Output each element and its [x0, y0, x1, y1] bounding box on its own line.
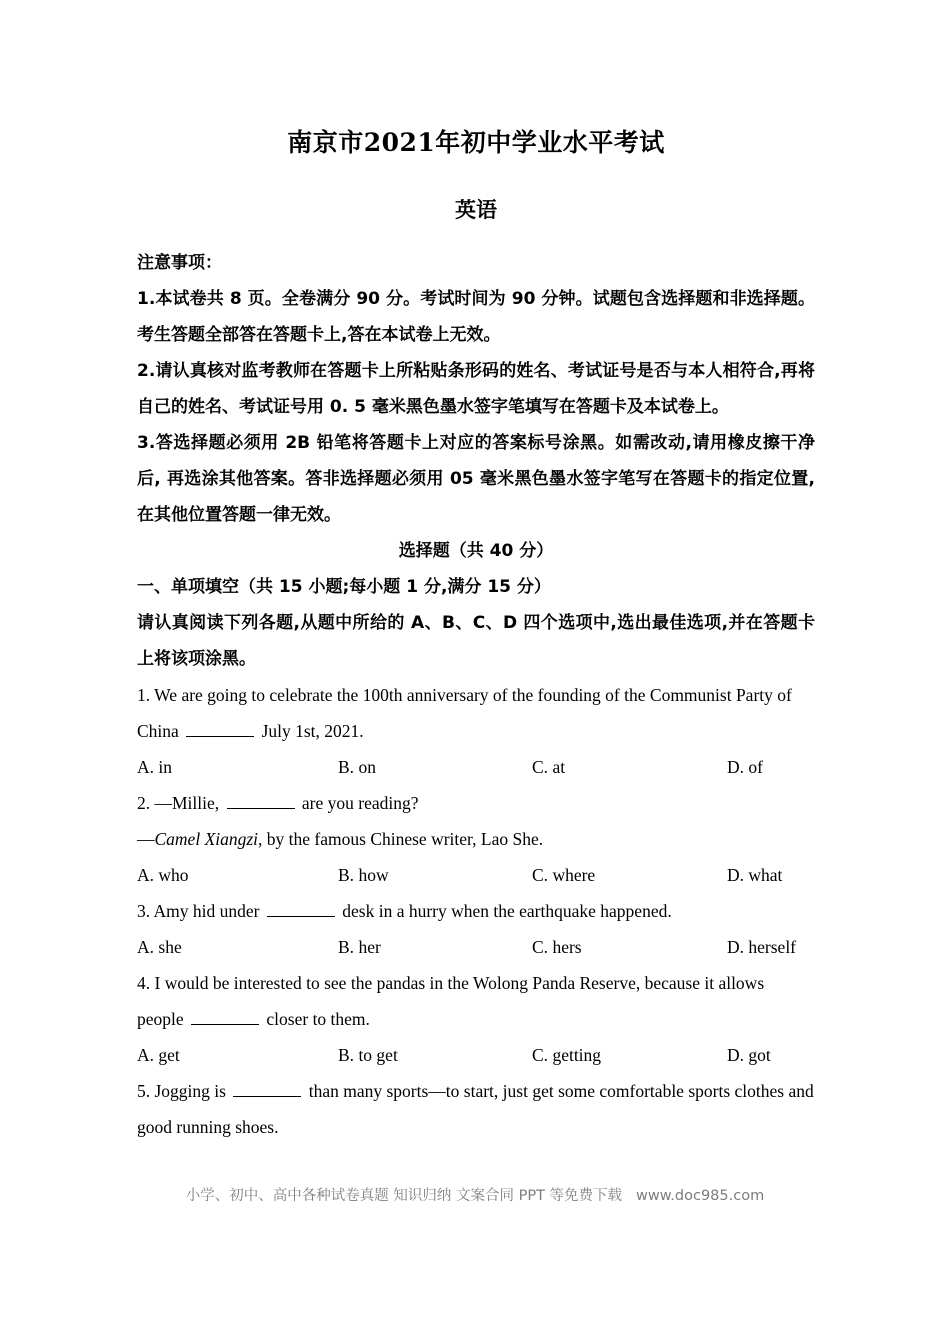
question-3-stem-b: desk in a hurry when the earthquake happened. [337, 901, 672, 921]
option-c-text: hers [552, 937, 582, 957]
answer-blank[interactable] [186, 723, 254, 737]
option-a-text: she [158, 937, 182, 957]
option-c-text: getting [552, 1045, 602, 1065]
option-c[interactable] [532, 857, 595, 893]
option-c[interactable] [532, 1037, 601, 1073]
option-a[interactable] [137, 929, 182, 965]
question-2-reply-post: , by the famous Chinese writer, Lao She. [258, 829, 544, 849]
option-c-text: where [552, 865, 596, 885]
option-b-text: how [358, 865, 389, 885]
question-4-stem-a: I would be interested to see the pandas in the Wolong Panda Reserve, because it allows people [137, 973, 765, 1029]
option-b-text: on [358, 757, 376, 777]
question-4 [137, 965, 815, 1037]
page-content [137, 0, 815, 1145]
option-a-label: A. [137, 865, 155, 885]
notice-heading: 注意事项： [137, 253, 222, 273]
question-1-options [137, 749, 815, 785]
option-d[interactable] [727, 1037, 771, 1073]
option-c-label: C. [532, 865, 549, 885]
option-d-text: got [748, 1045, 771, 1065]
option-b[interactable] [338, 857, 389, 893]
question-3-number: 3. [137, 901, 151, 921]
part-one-heading: 一、单项填空（共 15 小题;每小题 1 分,满分 15 分） [137, 577, 551, 597]
question-4-number: 4. [137, 973, 151, 993]
question-1-stem-b: July 1st, 2021. [257, 721, 364, 741]
question-2-reply-pre: — [137, 829, 155, 849]
page-title: 南京市2021年初中学业水平考试 [287, 128, 665, 157]
question-2-number: 2. [137, 793, 151, 813]
option-b[interactable] [338, 1037, 398, 1073]
option-d-text: herself [748, 937, 797, 957]
question-1 [137, 677, 815, 749]
answer-blank[interactable] [233, 1083, 301, 1097]
option-d-label: D. [727, 757, 745, 777]
notice-item-2: 2.请认真核对监考教师在答题卡上所粘贴条形码的姓名、考试证号是否与本人相符合,再将 自己的姓名、考试证号用 0. 5 毫米黑色墨水签字笔填写在答题卡及本试卷上。 [137, 361, 815, 417]
part-one-instruction: 请认真阅读下列各题,从题中所给的 A、B、C、D 四个选项中,选出最佳选项,并在答题卡上将该项涂黑。 [137, 613, 815, 669]
question-2-stem-a: —Millie, [150, 793, 224, 813]
option-b-label: B. [338, 757, 355, 777]
option-d-label: D. [727, 937, 745, 957]
option-c-text: at [552, 757, 566, 777]
answer-blank[interactable] [267, 903, 335, 917]
option-a-text: in [158, 757, 173, 777]
option-d[interactable] [727, 749, 763, 785]
option-c-label: C. [532, 757, 549, 777]
option-a[interactable] [137, 857, 189, 893]
option-c-label: C. [532, 937, 549, 957]
subject-title: 英语 [455, 197, 497, 222]
option-b-text: to get [358, 1045, 398, 1065]
question-4-options [137, 1037, 815, 1073]
option-a-label: A. [137, 1045, 155, 1065]
question-4-stem-b: closer to them. [262, 1009, 370, 1029]
question-5-stem-a: Jogging is [150, 1081, 231, 1101]
option-b[interactable] [338, 929, 381, 965]
option-c[interactable] [532, 749, 565, 785]
choice-section-title: 选择题（共 40 分） [398, 541, 554, 561]
question-1-stem-a: We are going to celebrate the 100th anniversary of the founding of the Communist Party of China [137, 685, 792, 741]
question-5 [137, 1073, 815, 1145]
option-d-text: what [748, 865, 783, 885]
answer-blank[interactable] [227, 795, 295, 809]
option-c-label: C. [532, 1045, 549, 1065]
option-a-label: A. [137, 937, 155, 957]
option-a-text: who [158, 865, 189, 885]
option-d[interactable] [727, 857, 782, 893]
question-3-options [137, 929, 815, 965]
notice-item-1: 1.本试卷共 8 页。全卷满分 90 分。考试时间为 90 分钟。试题包含选择题和非选择题。考生答题全部答在答题卡上,答在本试卷上无效。 [137, 289, 815, 345]
option-b-label: B. [338, 937, 355, 957]
option-a[interactable] [137, 1037, 180, 1073]
option-b-label: B. [338, 865, 355, 885]
option-d[interactable] [727, 929, 796, 965]
option-a-text: get [158, 1045, 180, 1065]
notice-item-3: 3.答选择题必须用 2B 铅笔将答题卡上对应的答案标号涂黑。如需改动,请用橡皮擦干净后, 再选涂其他答案。答非选择题必须用 05 毫米黑色墨水签字笔写在答题卡的指定位置,在其他位置答题一律无效。 [137, 433, 815, 525]
option-d-label: D. [727, 1045, 745, 1065]
question-5-stem-b: than many sports—to start, just get some comfortable sports clothes and good running shoes. [137, 1081, 814, 1137]
answer-blank[interactable] [191, 1011, 259, 1025]
question-2-dialogue-reply [137, 821, 815, 857]
question-2-options [137, 857, 815, 893]
option-a-label: A. [137, 757, 155, 777]
option-a[interactable] [137, 749, 172, 785]
option-b-text: her [358, 937, 381, 957]
question-3-stem-a: Amy hid under [150, 901, 264, 921]
question-1-number: 1. [137, 685, 151, 705]
footer-text: 小学、初中、高中各种试卷真题 知识归纳 文案合同 PPT 等免费下载 [185, 1188, 623, 1204]
footer-watermark [0, 1186, 950, 1206]
option-d-text: of [748, 757, 763, 777]
question-2 [137, 785, 815, 821]
question-5-number: 5. [137, 1081, 151, 1101]
option-c[interactable] [532, 929, 582, 965]
option-d-label: D. [727, 865, 745, 885]
question-2-stem-b: are you reading? [297, 793, 419, 813]
option-b[interactable] [338, 749, 376, 785]
question-3 [137, 893, 815, 929]
footer-url: www.doc985.com [636, 1188, 765, 1204]
book-title: Camel Xiangzi [154, 829, 259, 849]
option-b-label: B. [338, 1045, 355, 1065]
